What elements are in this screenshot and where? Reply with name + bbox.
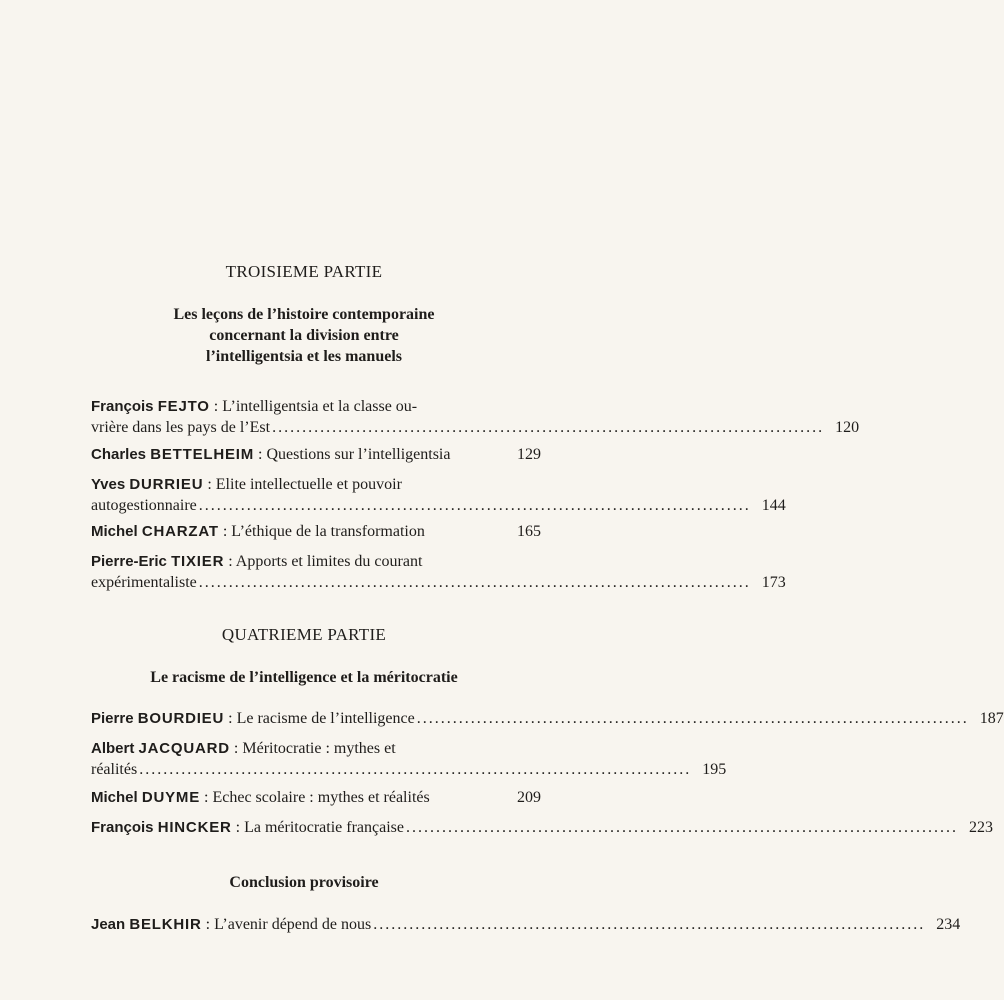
author-last-name: TIXIER [171,553,225,570]
entry-title: : Questions sur l’intelligentsia [254,446,451,463]
author-name [91,476,203,493]
entry-line [91,738,541,759]
author-first-name: François [91,819,154,836]
toc-entry-bourdieu[interactable] [91,708,1004,729]
author-first-name: Pierre [91,710,134,727]
toc-entry-belkhir[interactable] [91,914,961,935]
entry-line [91,551,541,572]
page-number: 234 [936,916,961,933]
entry-title-continued: autogestionnaire [91,497,197,514]
entry-text [91,914,371,935]
subtitle-line: l’intelligentsia et les manuels [206,348,402,365]
entry-line [91,787,541,808]
page-number: 195 [702,761,727,778]
entry-title: : L’éthique de la transformation [218,523,425,540]
subtitle-line: concernant la division entre [209,327,399,344]
part-four-subtitle: Le racisme de l’intelligence et la méritocratie [150,669,458,686]
page-number: 173 [761,574,786,591]
page-number: 129 [517,446,541,463]
entry-line [91,474,541,495]
toc-entry-hincker[interactable] [91,817,993,838]
toc-entry-bettelheim[interactable] [91,444,541,465]
author-name [91,523,219,540]
toc-entry-tixier[interactable] [91,551,786,593]
author-last-name: FEJTO [157,398,210,415]
author-last-name: BOURDIEU [137,710,225,727]
author-name [91,710,224,727]
author-first-name: Yves [91,476,126,493]
entry-line [91,759,727,780]
entry-line [91,495,786,516]
author-name [91,819,232,836]
entry-text [91,708,415,729]
author-name [91,553,224,570]
entry-text [91,521,425,542]
author-name [91,398,210,415]
part-three-subtitle [0,304,608,367]
author-name [91,916,202,933]
entry-title: : Elite intellectuelle et pouvoir [203,476,402,493]
entry-line [91,914,961,935]
author-name [91,789,200,806]
author-first-name: François [91,398,154,415]
entry-text [91,787,430,808]
leader-dots [417,708,966,729]
page-number: 120 [835,419,860,436]
entry-title-continued: réalités [91,761,138,778]
leader-dots [406,817,955,838]
author-first-name: Pierre-Eric [91,553,167,570]
page-number: 165 [517,523,541,540]
author-last-name: HINCKER [157,819,232,836]
conclusion-title: Conclusion provisoire [229,874,379,891]
entry-text [91,817,404,838]
part-three-title: TROISIEME PARTIE [225,262,383,281]
leader-dots [199,495,748,516]
entry-title: : Apports et limites du courant [224,553,423,570]
author-first-name: Michel [91,523,138,540]
author-last-name: DURRIEU [129,476,204,493]
subtitle-line: Les leçons de l’histoire contemporaine [173,306,435,323]
entry-title: : Méritocratie : mythes et [229,740,396,757]
page-number: 223 [968,819,993,836]
author-first-name: Michel [91,789,138,806]
author-first-name: Albert [91,740,135,757]
entry-title-continued: vrière dans les pays de l’Est [91,419,271,436]
author-first-name: Charles [91,446,147,463]
toc-entry-durrieu[interactable] [91,474,786,516]
entry-text [91,444,450,465]
toc-entry-jacquard[interactable] [91,738,727,780]
author-first-name: Jean [91,916,126,933]
entry-title: : Echec scolaire : mythes et réalités [200,789,430,806]
toc-entry-duyme[interactable] [91,787,541,808]
author-name [91,740,230,757]
author-last-name: JACQUARD [138,740,230,757]
entry-title-continued: expérimentaliste [91,574,197,591]
page-number: 209 [517,789,541,806]
author-last-name: BETTELHEIM [150,446,255,463]
entry-text [91,738,396,759]
entry-title: : L’intelligentsia et la classe ou- [209,398,418,415]
entry-text [91,396,417,417]
author-last-name: DUYME [141,789,201,806]
author-last-name: CHARZAT [141,523,219,540]
part-four-title: QUATRIEME PARTIE [221,625,387,644]
author-name [91,446,254,463]
entry-line [91,396,541,417]
entry-title: : La méritocratie française [231,819,404,836]
leader-dots [373,914,922,935]
toc-entry-fejto[interactable] [91,396,860,438]
toc-entry-charzat[interactable] [91,521,541,542]
leader-dots [199,572,748,593]
entry-title: : Le racisme de l’intelligence [224,710,415,727]
entry-title: : L’avenir dépend de nous [201,916,372,933]
leader-dots [139,759,688,780]
entry-line [91,708,1004,729]
entry-line [91,444,541,465]
entry-line [91,572,786,593]
page-number: 187 [979,710,1004,727]
page-number: 144 [761,497,786,514]
author-last-name: BELKHIR [129,916,202,933]
entry-line [91,417,860,438]
entry-line [91,817,993,838]
entry-text [91,551,422,572]
leader-dots [272,417,821,438]
entry-text [91,474,402,495]
entry-line [91,521,541,542]
